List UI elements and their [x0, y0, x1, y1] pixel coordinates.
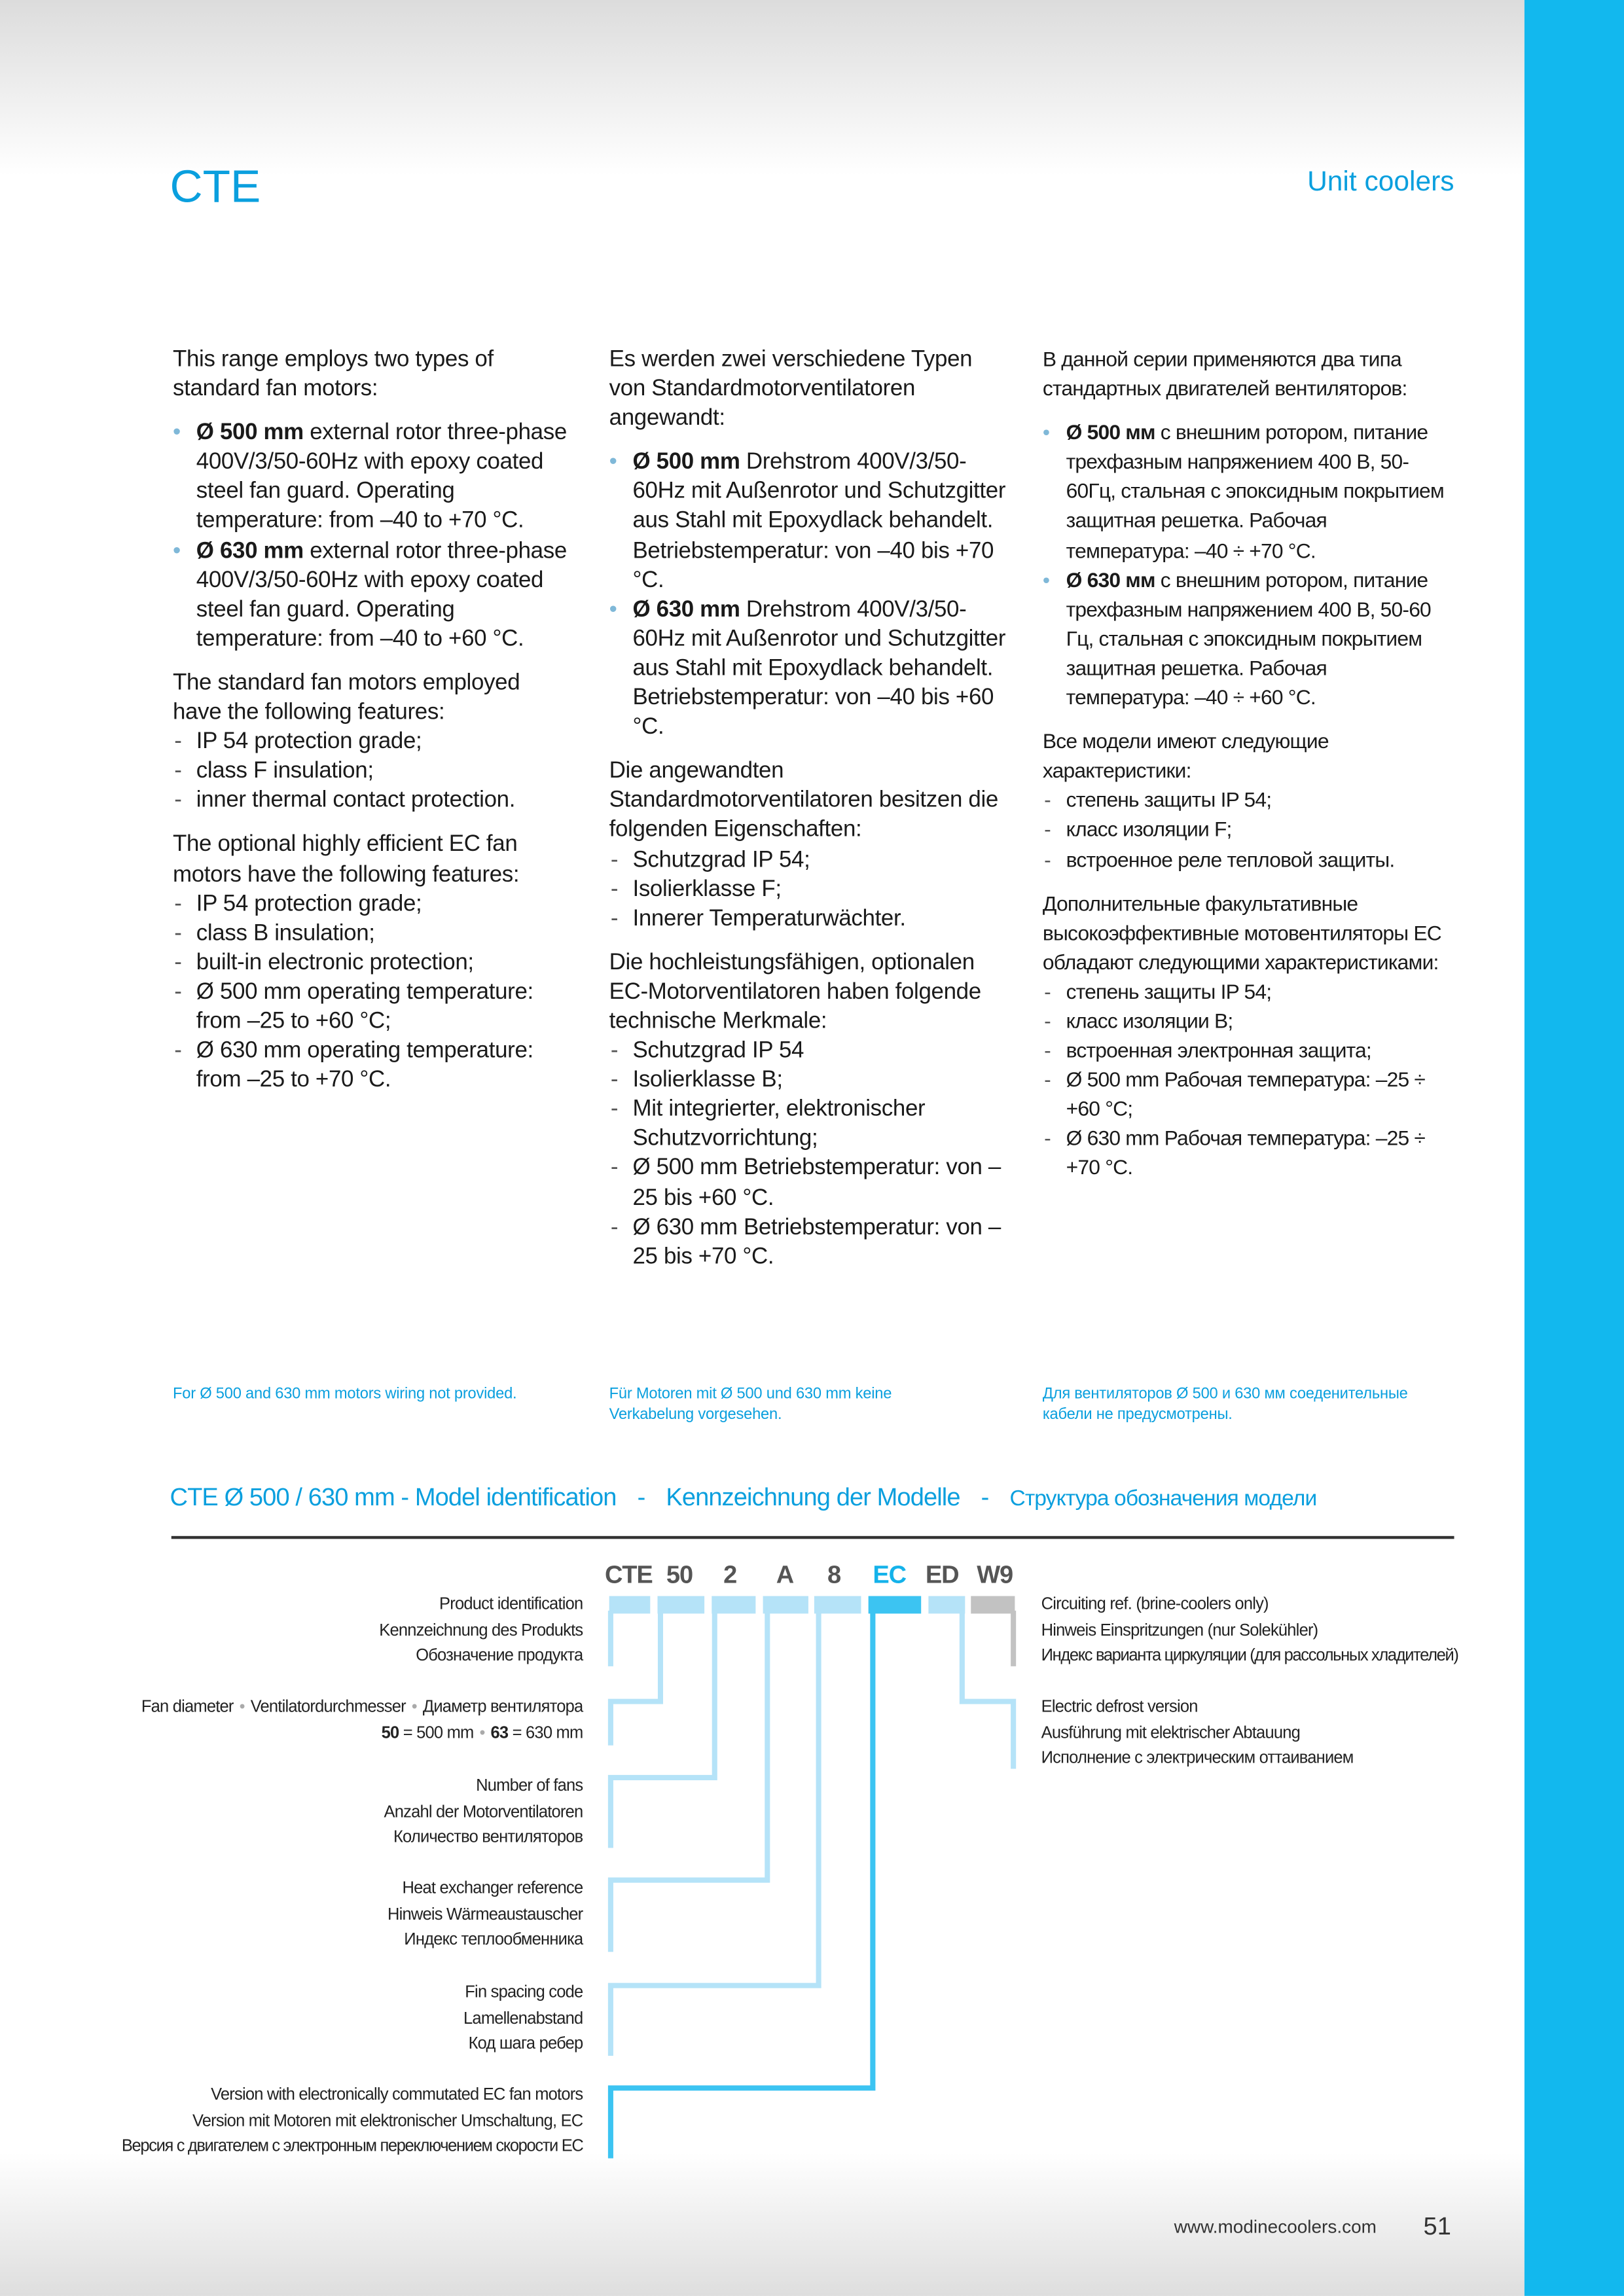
feature-item: - Isolierklasse F; — [609, 875, 1013, 905]
motor-diameter: Ø 500 мм — [1066, 422, 1155, 446]
feature-item: - Isolierklasse B; — [609, 1066, 1013, 1096]
motor-diameter: Ø 630 mm — [632, 597, 740, 622]
label-line: Индекс варианта циркуляции (для рассольных хладителей) — [1041, 1647, 1458, 1666]
intro-paragraph: This range employs two types of standard fan motors: — [172, 347, 494, 402]
code-value: 63 — [490, 1724, 509, 1742]
label-line — [141, 1721, 583, 1747]
section-label: Unit coolers — [1307, 167, 1454, 198]
standard-features-intro: Все модели имеют следующие характеристики: — [1042, 730, 1329, 784]
motor-description: Drehstrom 400V/3/50-60Hz mit Außenrotor und Schutzgitter aus Stahl mit Epoxydlack behandelt. Betriebstemperatur: von –40 bis +70 °C. — [632, 450, 1006, 593]
label-line: Circuiting ref. (brine-coolers only) — [1041, 1596, 1269, 1614]
connector-a — [611, 1611, 767, 1952]
title-part: Структура обозначения модели — [1009, 1486, 1317, 1511]
feature-item: - IP 54 protection grade; — [173, 728, 571, 757]
wiring-note-de: Für Motoren mit Ø 500 und 630 mm keine Verkabelung vorgesehen. — [609, 1385, 892, 1424]
label-circuiting-ref — [1041, 1593, 1458, 1670]
title-part: CTE Ø 500 / 630 mm - Model identification — [170, 1483, 617, 1511]
feature-item: - Ø 630 mm Betriebstemperatur: von –25 bis +70 °C. — [609, 1213, 1013, 1272]
code-ed: ED — [925, 1560, 959, 1589]
intro-paragraph: В данной серии применяются два типа стандартных двигателей вентиляторов: — [1042, 348, 1407, 402]
standard-features-intro: Die angewandten Standardmotorventilatoren besitzen die folgenden Eigenschaften: — [609, 759, 998, 843]
feature-item: - Innerer Temperaturwächter. — [609, 905, 1013, 934]
label-line: Количество вентиляторов — [393, 1829, 583, 1847]
code-bar-50 — [658, 1596, 705, 1614]
label-fan-diameter — [141, 1696, 583, 1748]
feature-item: - степень защиты IP 54; — [1043, 978, 1450, 1007]
label-line: Ausführung mit elektrischer Abtauung — [1041, 1724, 1301, 1742]
label-heat-exchanger — [388, 1877, 583, 1954]
title-part: Kennzeichnung der Modelle — [666, 1483, 960, 1511]
label-line: Version mit Motoren mit elektronischer Umschaltung, EC — [192, 2112, 583, 2130]
code-bar-ec — [869, 1596, 922, 1614]
code-50: 50 — [666, 1560, 693, 1589]
connector-ec — [611, 1611, 873, 2159]
label-text: Диаметр вентилятора — [422, 1698, 583, 1716]
label-product-identification — [379, 1593, 583, 1670]
label-electric-defrost — [1041, 1696, 1354, 1773]
feature-item: - Ø 630 mm operating temperature: from –25 to +70 °C. — [173, 1037, 571, 1096]
motor-diameter: Ø 630 мм — [1066, 569, 1155, 593]
page-title: CTE — [170, 161, 261, 213]
label-line: Hinweis Wärmeaustauscher — [387, 1905, 583, 1924]
label-line: Обозначение продукта — [416, 1647, 583, 1666]
code-bar-cte — [609, 1596, 651, 1614]
code-w9: W9 — [977, 1560, 1013, 1589]
label-line: Electric defrost version — [1041, 1698, 1198, 1716]
label-line: Product identification — [439, 1596, 583, 1614]
feature-item: - Schutzgrad IP 54; — [609, 846, 1013, 875]
dot-separator: • — [411, 1698, 417, 1716]
feature-item: - inner thermal contact protection. — [173, 787, 571, 816]
feature-item: - class B insulation; — [173, 919, 571, 948]
label-line: Код шага ребер — [468, 2036, 583, 2053]
wiring-note-en: For Ø 500 and 630 mm motors wiring not provided. — [172, 1385, 517, 1403]
feature-item: - IP 54 protection grade; — [173, 889, 571, 919]
label-line: Индекс теплообменника — [404, 1931, 583, 1950]
label-line: Heat exchanger reference — [402, 1880, 583, 1898]
feature-item: - Ø 630 mm Рабочая температура: –25 ÷ +70 °C. — [1043, 1125, 1450, 1184]
code-cte: CTE — [604, 1560, 653, 1589]
motor-description: с внешним ротором, питание трехфазным напряжением 400 В, 50-60Гц, стальная с эпоксидным покрытием защитная решетка. Рабочая температура: –40 ÷ +70 °C. — [1066, 422, 1444, 564]
title-separator: - — [637, 1483, 645, 1511]
feature-item: - встроенная электронная защита; — [1043, 1037, 1450, 1066]
motor-description: external rotor three-phase 400V/3/50-60Hz with epoxy coated steel fan guard. Operating temperature: from –40 to +70 °C. — [196, 420, 567, 534]
feature-item: - степень защиты IP 54; — [1043, 787, 1450, 816]
standard-features-intro: The standard fan motors employed have the following features: — [172, 670, 520, 725]
label-line: Kennzeichnung des Produkts — [379, 1621, 583, 1640]
label-line: Версия с двигателем с электронным переключением скорости EC — [121, 2138, 583, 2156]
code-8: 8 — [827, 1560, 841, 1589]
label-fin-spacing — [463, 1981, 583, 2058]
feature-item: - Schutzgrad IP 54 — [609, 1037, 1013, 1066]
feature-item: - class F insulation; — [173, 757, 571, 787]
label-text: Fan diameter — [141, 1698, 234, 1716]
motor-description: Drehstrom 400V/3/50-60Hz mit Außenrotor und Schutzgitter aus Stahl mit Epoxydlack behandelt. Betriebstemperatur: von –40 bis +60 °C. — [632, 597, 1006, 740]
code-bar-2 — [712, 1596, 755, 1614]
ec-features-intro: The optional highly efficient EC fan motors have the following features: — [172, 832, 520, 887]
label-text: Ventilatordurchmesser — [250, 1698, 406, 1716]
motor-diameter: Ø 500 mm — [196, 420, 304, 446]
code-ec: EC — [873, 1560, 906, 1589]
label-line — [141, 1696, 583, 1721]
title-separator: - — [981, 1483, 989, 1511]
website-link[interactable]: www.modinecoolers.com — [1174, 2217, 1377, 2238]
code-2: 2 — [723, 1560, 737, 1589]
label-text: = 630 mm — [508, 1724, 583, 1742]
label-line: Version with electronically commutated EC fan motors — [211, 2087, 583, 2104]
feature-item: - Mit integrierter, elektronischer Schutzvorrichtung; — [609, 1096, 1013, 1155]
label-number-of-fans — [384, 1774, 583, 1852]
dot-separator: • — [239, 1698, 245, 1716]
motor-description: с внешним ротором, питание трехфазным напряжением 400 В, 50-60 Гц, стальная с эпоксидным покрытием защитная решетка. Рабочая температура: –40 ÷ +60 °C. — [1066, 569, 1431, 711]
code-bar-w9 — [971, 1596, 1015, 1614]
connector-ed — [962, 1611, 1013, 1769]
connector-50 — [611, 1611, 660, 1746]
motor-description: external rotor three-phase 400V/3/50-60Hz with epoxy coated steel fan guard. Operating temperature: from –40 to +60 °C. — [196, 538, 567, 652]
page-number: 51 — [1423, 2212, 1451, 2240]
feature-item: - встроенное реле тепловой защиты. — [1043, 846, 1450, 875]
feature-item: - класс изоляции B; — [1043, 1007, 1450, 1037]
label-line: Исполнение с электрическим оттаиванием — [1041, 1749, 1354, 1768]
dot-separator: • — [479, 1724, 485, 1742]
ec-features-intro: Дополнительные факультативные высокоэффективные мотовентиляторы EC обладают следующими характеристиками: — [1042, 892, 1441, 975]
label-line: Hinweis Einspritzungen (nur Solekühler) — [1041, 1621, 1318, 1640]
motor-diameter: Ø 630 mm — [196, 538, 304, 564]
feature-item: - Ø 500 mm Betriebstemperatur: von –25 bis +60 °C. — [609, 1155, 1013, 1213]
wiring-note-ru: Для вентиляторов Ø 500 и 630 мм соеденительные кабели не предусмотрены. — [1042, 1385, 1408, 1424]
feature-item: - Ø 500 mm Рабочая температура: –25 ÷ +60 °C; — [1043, 1066, 1450, 1125]
feature-item: - built-in electronic protection; — [173, 948, 571, 978]
code-a: A — [776, 1560, 794, 1589]
motor-diameter: Ø 500 mm — [632, 450, 740, 475]
feature-item: - класс изоляции F; — [1043, 816, 1450, 846]
intro-paragraph: Es werden zwei verschiedene Typen von Standardmotorventilatoren angewandt: — [609, 347, 973, 431]
label-line: Fin spacing code — [465, 1984, 583, 2002]
label-line: Number of fans — [476, 1777, 583, 1795]
label-line: Anzahl der Motorventilatoren — [384, 1803, 583, 1821]
code-value: 50 — [381, 1724, 399, 1742]
ec-features-intro: Die hochleistungsfähigen, optionalen EC-Motorventilatoren haben folgende technische Merkmale: — [609, 950, 981, 1034]
label-line: Lamellenabstand — [463, 2009, 583, 2028]
feature-item: - Ø 500 mm operating temperature: from –25 to +60 °C; — [173, 978, 571, 1037]
label-text: = 500 mm — [399, 1724, 474, 1742]
label-ec-version — [122, 2084, 583, 2161]
